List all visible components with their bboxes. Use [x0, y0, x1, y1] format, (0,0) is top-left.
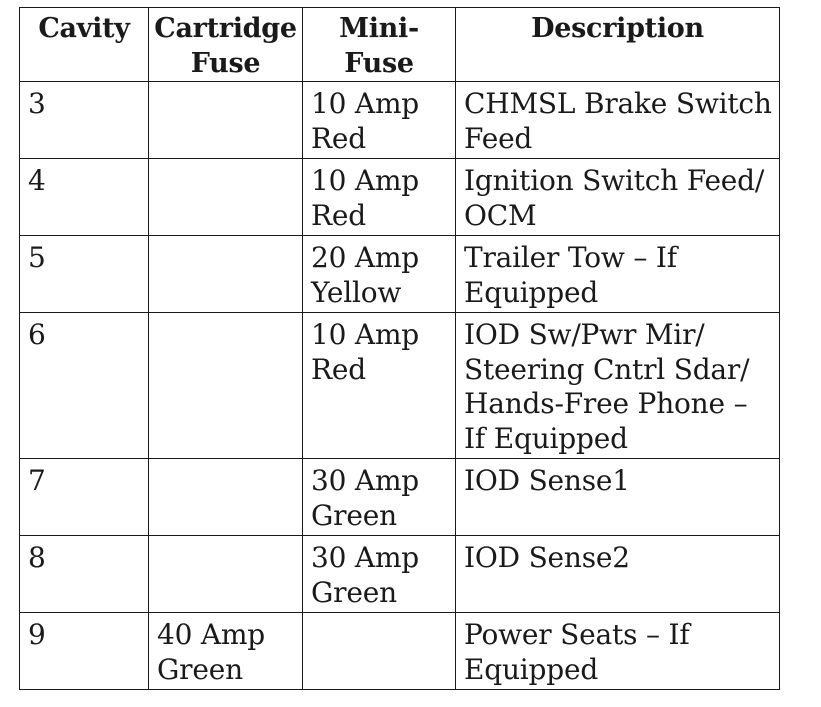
- cartridge-fuse-cell: [149, 536, 303, 613]
- fuse-table: [19, 7, 780, 690]
- cartridge-fuse-cell: [149, 459, 303, 536]
- cartridge-fuse-cell: 40 Amp Green: [149, 613, 303, 690]
- table-row: [20, 459, 780, 536]
- table-header: [20, 8, 780, 82]
- description-cell: IOD Sw/Pwr Mir/ Steering Cntrl Sdar/ Hands-Free Phone – If Equipped: [456, 313, 780, 459]
- mini-fuse-cell: [303, 613, 456, 690]
- description-cell: IOD Sense2: [456, 536, 780, 613]
- table-row: [20, 313, 780, 459]
- cavity-cell: 4: [20, 159, 149, 236]
- cartridge-fuse-cell: [149, 82, 303, 159]
- cavity-cell: 9: [20, 613, 149, 690]
- mini-fuse-cell: 30 Amp Green: [303, 459, 456, 536]
- header-cavity: Cavity: [20, 8, 149, 82]
- description-cell: Ignition Switch Feed/ OCM: [456, 159, 780, 236]
- header-cartridge-fuse: Cartridge Fuse: [149, 8, 303, 82]
- cavity-cell: 7: [20, 459, 149, 536]
- table-row: [20, 236, 780, 313]
- cavity-cell: 8: [20, 536, 149, 613]
- table-row: [20, 536, 780, 613]
- cavity-cell: 3: [20, 82, 149, 159]
- header-description: Description: [456, 8, 780, 82]
- description-cell: Trailer Tow – If Equipped: [456, 236, 780, 313]
- description-cell: IOD Sense1: [456, 459, 780, 536]
- cavity-cell: 6: [20, 313, 149, 459]
- mini-fuse-cell: 10 Amp Red: [303, 82, 456, 159]
- description-cell: CHMSL Brake Switch Feed: [456, 82, 780, 159]
- table-row: [20, 613, 780, 690]
- header-row: [20, 8, 780, 82]
- table-row: [20, 82, 780, 159]
- table-row: [20, 159, 780, 236]
- cartridge-fuse-cell: [149, 236, 303, 313]
- mini-fuse-cell: 10 Amp Red: [303, 159, 456, 236]
- mini-fuse-cell: 30 Amp Green: [303, 536, 456, 613]
- mini-fuse-cell: 10 Amp Red: [303, 313, 456, 459]
- header-mini-fuse: Mini- Fuse: [303, 8, 456, 82]
- cartridge-fuse-cell: [149, 313, 303, 459]
- cavity-cell: 5: [20, 236, 149, 313]
- mini-fuse-cell: 20 Amp Yellow: [303, 236, 456, 313]
- table-body: [20, 82, 780, 690]
- description-cell: Power Seats – If Equipped: [456, 613, 780, 690]
- cartridge-fuse-cell: [149, 159, 303, 236]
